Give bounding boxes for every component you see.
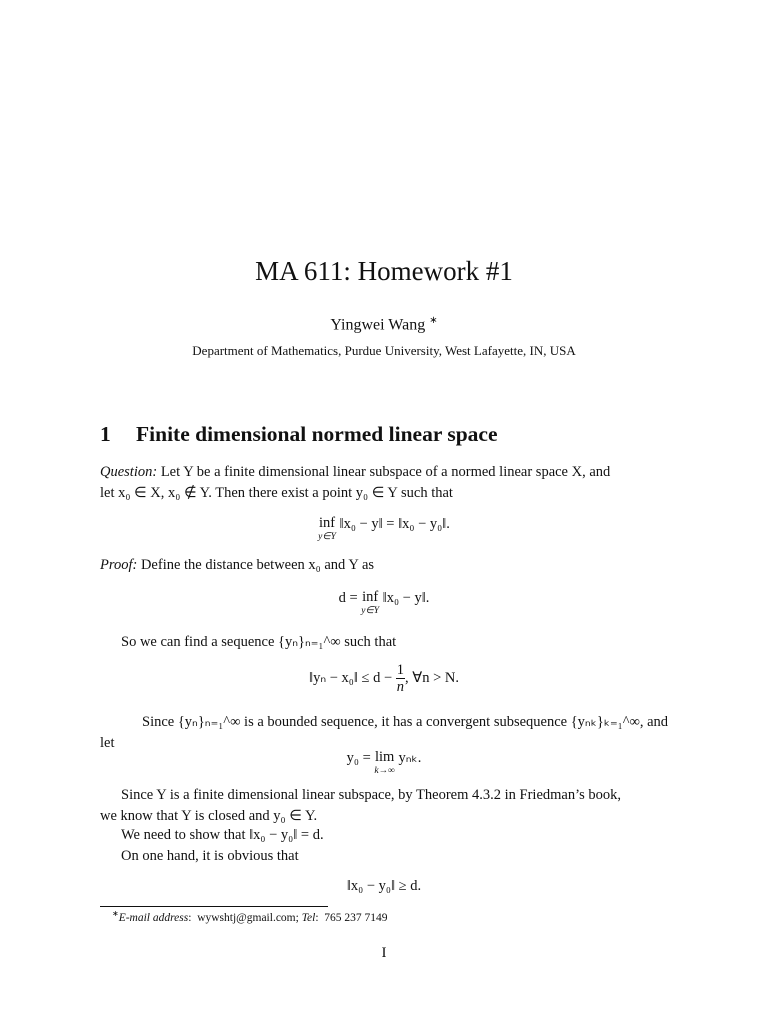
author-line — [0, 315, 768, 334]
equation-distance-def — [0, 590, 768, 618]
footnote: ∗E-mail address: wywshtj@gmail.com; Tel: 765 237 7149 — [112, 909, 388, 924]
inf-operator-2: inf y∈Y — [361, 589, 380, 616]
footnote-marker: ∗ — [112, 909, 119, 918]
equation-sequence-bound — [0, 662, 768, 695]
proof-label: Proof: — [100, 557, 138, 573]
equation-2-lhs: d = — [338, 590, 362, 606]
affiliation: Department of Mathematics, Purdue University, West Lafayette, IN, USA — [192, 343, 576, 358]
document-title: MA 611: Homework #1 — [255, 256, 513, 286]
equation-2-rhs: ‖x₀ − y‖. — [382, 590, 430, 606]
footnote-tel-label: Tel — [301, 911, 316, 924]
bounded-line2: let — [100, 735, 115, 751]
equation-4-lhs: y₀ = — [346, 750, 375, 766]
question-text-line1: Let Y be a finite dimensional linear subspace of a normed linear space X, and — [157, 464, 611, 480]
inf-operator: inf y∈Y — [318, 515, 336, 542]
bounded-line1: Since {yₙ}ₙ₌₁^∞ is a bounded sequence, it has a convergent subsequence {yₙₖ}ₖ₌₁^∞, and — [142, 714, 669, 730]
equation-inf-attained — [0, 516, 768, 544]
lim-operator: lim k→∞ — [374, 749, 395, 776]
author-footnote-marker: ∗ — [429, 315, 438, 326]
one-hand-line: On one hand, it is obvious that — [121, 848, 299, 864]
page-number: I — [381, 945, 387, 961]
closed-paragraph — [100, 785, 670, 827]
author-name: Yingwei Wang — [330, 316, 426, 334]
footnote-rule — [100, 906, 328, 907]
footnote-email: wywshtj@gmail.com; — [197, 911, 299, 924]
question-text-line2: let x₀ ∈ X, x₀ ∉ Y. Then there exist a point y₀ ∈ Y such that — [100, 485, 453, 501]
sequence-paragraph: So we can find a sequence {yₙ}ₙ₌₁^∞ such that — [121, 634, 397, 650]
equation-3-lhs: ‖yₙ − x₀‖ ≤ d − — [309, 669, 396, 686]
footnote-tel: 765 237 7149 — [324, 911, 388, 924]
equation-limit — [0, 750, 768, 778]
footnote-email-label: E-mail address — [118, 911, 189, 924]
equation-1-body: ‖x₀ − y‖ = ‖x₀ − y₀‖. — [339, 516, 450, 532]
bounded-paragraph — [100, 712, 670, 754]
question-paragraph — [100, 462, 670, 504]
proof-paragraph — [100, 555, 670, 576]
equation-4-rhs: yₙₖ. — [398, 750, 422, 766]
equation-lower-bound: ‖x₀ − y₀‖ ≥ d. — [346, 878, 422, 894]
section-number: 1 — [100, 422, 111, 446]
closed-line1: Since Y is a finite dimensional linear subspace, by Theorem 4.3.2 in Friedman’s book, — [121, 787, 622, 803]
section-heading — [100, 422, 498, 447]
fraction-one-over-n: $\frac{1}{n}$ — [396, 662, 405, 695]
closed-line2: we know that Y is closed and y₀ ∈ Y. — [100, 808, 318, 824]
need-to-show-line: We need to show that ‖x₀ − y₀‖ = d. — [121, 827, 324, 843]
proof-text: Define the distance between x₀ and Y as — [137, 557, 375, 573]
question-label: Question: — [100, 464, 158, 480]
section-title: Finite dimensional normed linear space — [136, 422, 498, 446]
equation-3-rhs: , ∀n > N. — [405, 669, 459, 686]
